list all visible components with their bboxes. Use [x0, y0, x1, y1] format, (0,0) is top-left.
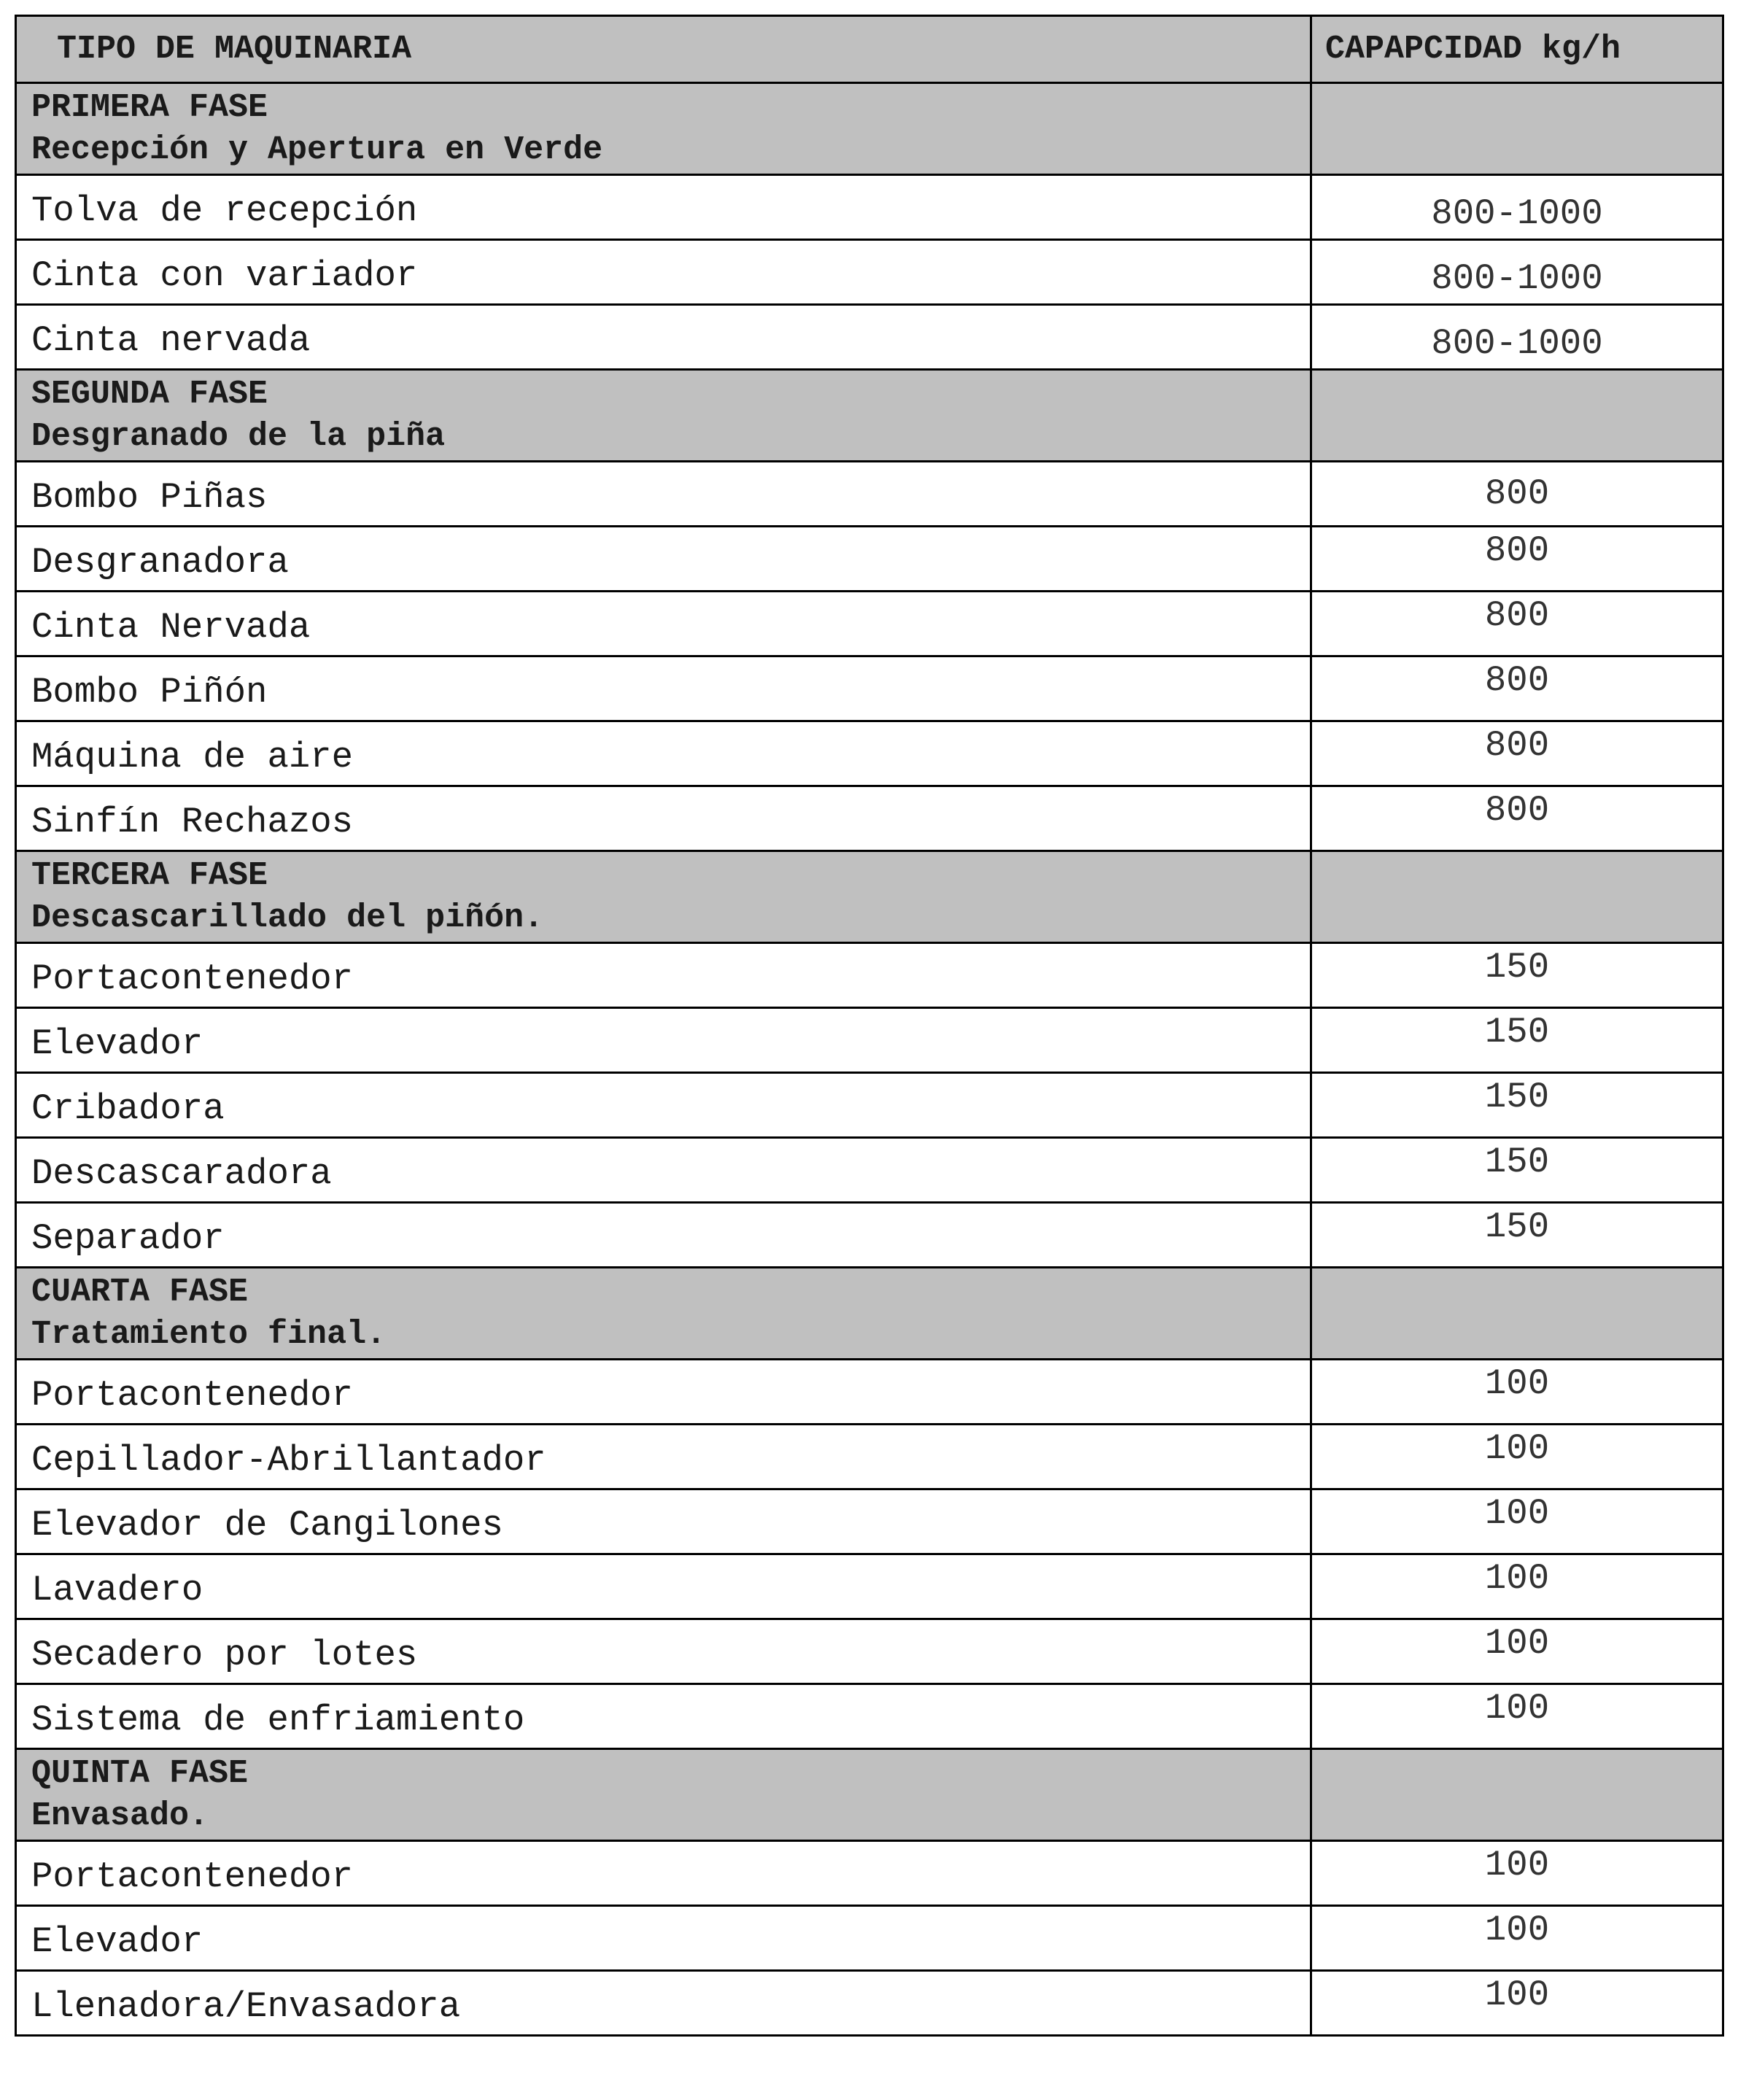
machine-capacity: 800-1000 [1311, 240, 1723, 305]
machine-name: Elevador de Cangilones [16, 1489, 1311, 1554]
machine-capacity: 150 [1311, 1073, 1723, 1138]
machine-capacity: 800 [1311, 721, 1723, 786]
table-row [16, 656, 1723, 721]
machine-capacity: 800 [1311, 656, 1723, 721]
table-row [16, 1425, 1723, 1489]
table-row [16, 1841, 1723, 1906]
table-row [16, 1138, 1723, 1203]
phase-title-cell [16, 851, 1311, 943]
header-row [16, 16, 1723, 83]
machine-capacity: 150 [1311, 1138, 1723, 1203]
phase-label: QUINTA FASE [31, 1755, 249, 1792]
phase-subtitle: Descascarillado del piñón. [31, 899, 544, 937]
table-row [16, 175, 1723, 240]
phase-capacity-cell [1311, 1268, 1723, 1360]
phase-label: TERCERA FASE [31, 857, 268, 894]
phase-capacity-cell [1311, 370, 1723, 462]
machine-capacity: 150 [1311, 1203, 1723, 1268]
table-row [16, 1489, 1723, 1554]
machine-name: Cinta nervada [16, 305, 1311, 370]
machine-name: Cepillador-Abrillantador [16, 1425, 1311, 1489]
machine-capacity: 150 [1311, 1008, 1723, 1073]
table-row [16, 1203, 1723, 1268]
phase-row [16, 851, 1723, 943]
phase-capacity-cell [1311, 83, 1723, 175]
table-row [16, 1906, 1723, 1971]
phase-label: PRIMERA FASE [31, 89, 268, 126]
phase-capacity-cell [1311, 851, 1723, 943]
machine-name: Elevador [16, 1008, 1311, 1073]
machine-name: Cribadora [16, 1073, 1311, 1138]
machine-name: Portacontenedor [16, 1841, 1311, 1906]
phase-capacity-cell [1311, 1749, 1723, 1841]
table-row [16, 527, 1723, 592]
machine-capacity: 800-1000 [1311, 305, 1723, 370]
machine-capacity: 100 [1311, 1684, 1723, 1749]
machinery-table [15, 15, 1724, 2037]
table-row [16, 943, 1723, 1008]
machine-capacity: 800 [1311, 462, 1723, 527]
phase-label: CUARTA FASE [31, 1274, 249, 1311]
table-row [16, 1360, 1723, 1425]
machine-capacity: 100 [1311, 1619, 1723, 1684]
phase-title-cell [16, 370, 1311, 462]
phase-subtitle: Tratamiento final. [31, 1316, 387, 1353]
machine-capacity: 800 [1311, 592, 1723, 656]
table-row [16, 721, 1723, 786]
machine-name: Sinfín Rechazos [16, 786, 1311, 851]
machine-name: Llenadora/Envasadora [16, 1971, 1311, 2036]
machine-name: Cinta Nervada [16, 592, 1311, 656]
machine-capacity: 100 [1311, 1425, 1723, 1489]
machine-name: Tolva de recepción [16, 175, 1311, 240]
table-row [16, 786, 1723, 851]
header-machinery-type: TIPO DE MAQUINARIA [16, 16, 1311, 83]
table-row [16, 1684, 1723, 1749]
machine-capacity: 100 [1311, 1906, 1723, 1971]
machine-capacity: 100 [1311, 1841, 1723, 1906]
table-row [16, 462, 1723, 527]
phase-row [16, 1268, 1723, 1360]
table-row [16, 1971, 1723, 2036]
phase-title-cell [16, 1749, 1311, 1841]
machine-capacity: 100 [1311, 1489, 1723, 1554]
phase-subtitle: Desgranado de la piña [31, 418, 446, 455]
machine-name: Bombo Piñón [16, 656, 1311, 721]
machine-capacity: 100 [1311, 1971, 1723, 2036]
machine-capacity: 800 [1311, 527, 1723, 592]
table-row [16, 1554, 1723, 1619]
phase-row [16, 83, 1723, 175]
phase-subtitle: Recepción y Apertura en Verde [31, 131, 603, 168]
table-row [16, 1073, 1723, 1138]
table-row [16, 305, 1723, 370]
machine-name: Separador [16, 1203, 1311, 1268]
phase-row [16, 370, 1723, 462]
machine-capacity: 150 [1311, 943, 1723, 1008]
machine-name: Desgranadora [16, 527, 1311, 592]
machine-name: Máquina de aire [16, 721, 1311, 786]
machine-name: Bombo Piñas [16, 462, 1311, 527]
machine-capacity: 800-1000 [1311, 175, 1723, 240]
header-capacity: CAPAPCIDAD kg/h [1311, 16, 1723, 83]
machine-name: Cinta con variador [16, 240, 1311, 305]
table-row [16, 240, 1723, 305]
machine-capacity: 800 [1311, 786, 1723, 851]
machine-capacity: 100 [1311, 1554, 1723, 1619]
machine-capacity: 100 [1311, 1360, 1723, 1425]
machine-name: Elevador [16, 1906, 1311, 1971]
phase-subtitle: Envasado. [31, 1797, 209, 1834]
phase-row [16, 1749, 1723, 1841]
machine-name: Sistema de enfriamiento [16, 1684, 1311, 1749]
machine-name: Portacontenedor [16, 1360, 1311, 1425]
phase-label: SEGUNDA FASE [31, 376, 268, 413]
machine-name: Lavadero [16, 1554, 1311, 1619]
phase-title-cell [16, 83, 1311, 175]
phase-title-cell [16, 1268, 1311, 1360]
machine-name: Descascaradora [16, 1138, 1311, 1203]
machine-name: Secadero por lotes [16, 1619, 1311, 1684]
machine-name: Portacontenedor [16, 943, 1311, 1008]
table-row [16, 1008, 1723, 1073]
table-row [16, 592, 1723, 656]
table-row [16, 1619, 1723, 1684]
